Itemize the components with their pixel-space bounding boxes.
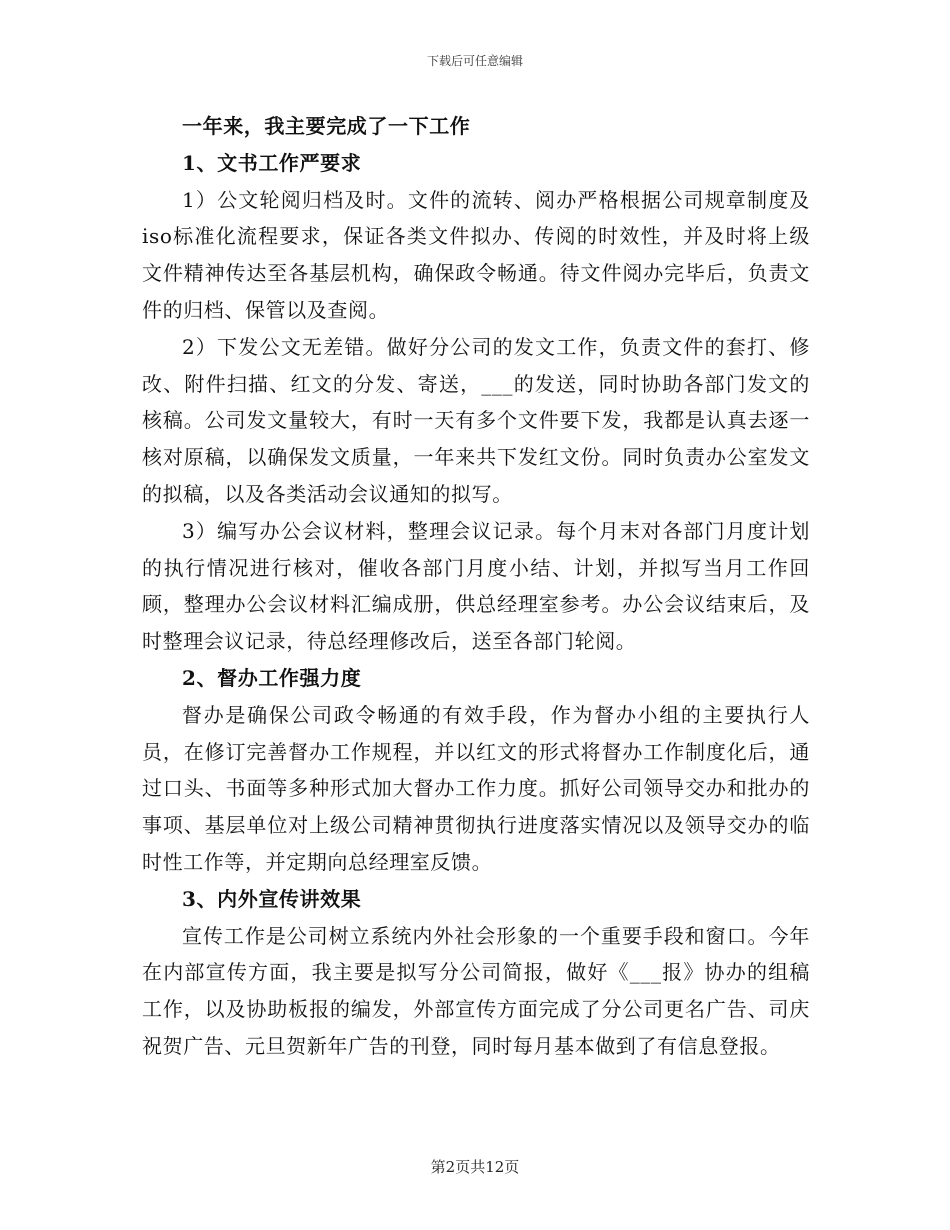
paragraph-2-1: 督办是确保公司政令畅通的有效手段，作为督办小组的主要执行人员，在修订完善督办工作规程，并以红文的形式将督办工作制度化后，通过口头、书面等多种形式加大督办工作力度。抓好公司领导交办和批办的事项、基层单位对上级公司精神贯彻执行进度落实情况以及领导交办的临时性工作等，并定期向总经理室反馈。 — [142, 702, 810, 874]
section-heading-2: 2、督办工作强力度 — [182, 665, 362, 690]
page-footer: 第2页共12页 — [430, 1158, 520, 1176]
section-heading-1: 1、文书工作严要求 — [182, 150, 362, 175]
paragraph-3-1: 宣传工作是公司树立系统内外社会形象的一个重要手段和窗口。今年在内部宣传方面，我主要是拟写分公司简报，做好《___报》协办的组稿工作，以及协助板报的编发，外部宣传方面完成了分公司更名广告、司庆祝贺广告、元旦贺新年广告的刊登，同时每月基本做到了有信息登报。 — [142, 923, 810, 1058]
paragraph-1-2: 2）下发公文无差错。做好分公司的发文工作，负责文件的套打、修改、附件扫描、红文的分发、寄送，___的发送，同时协助各部门发文的核稿。公司发文量较大，有时一天有多个文件要下发，我都是认真去逐一核对原稿，以确保发文质量，一年来共下发红文份。同时负责办公室发文的拟稿，以及各类活动会议通知的拟写。 — [142, 334, 810, 506]
page-header: 下载后可任意编辑 — [426, 54, 523, 68]
paragraph-1-1: 1）公文轮阅归档及时。文件的流转、阅办严格根据公司规章制度及iso标准化流程要求，保证各类文件拟办、传阅的时效性，并及时将上级文件精神传达至各基层机构，确保政令畅通。待文件阅办完毕后，负责文件的归档、保管以及查阅。 — [142, 187, 810, 322]
intro-line: 一年来，我主要完成了一下工作 — [182, 114, 471, 138]
section-heading-3: 3、内外宣传讲效果 — [182, 886, 362, 911]
document-body — [142, 108, 810, 1065]
paragraph-1-3: 3）编写办公会议材料，整理会议记录。每个月末对各部门月度计划的执行情况进行核对，催收各部门月度小结、计划，并拟写当月工作回顾，整理办公会议材料汇编成册，供总经理室参考。办公会议结束后，及时整理会议记录，待总经理修改后，送至各部门轮阅。 — [142, 518, 810, 654]
